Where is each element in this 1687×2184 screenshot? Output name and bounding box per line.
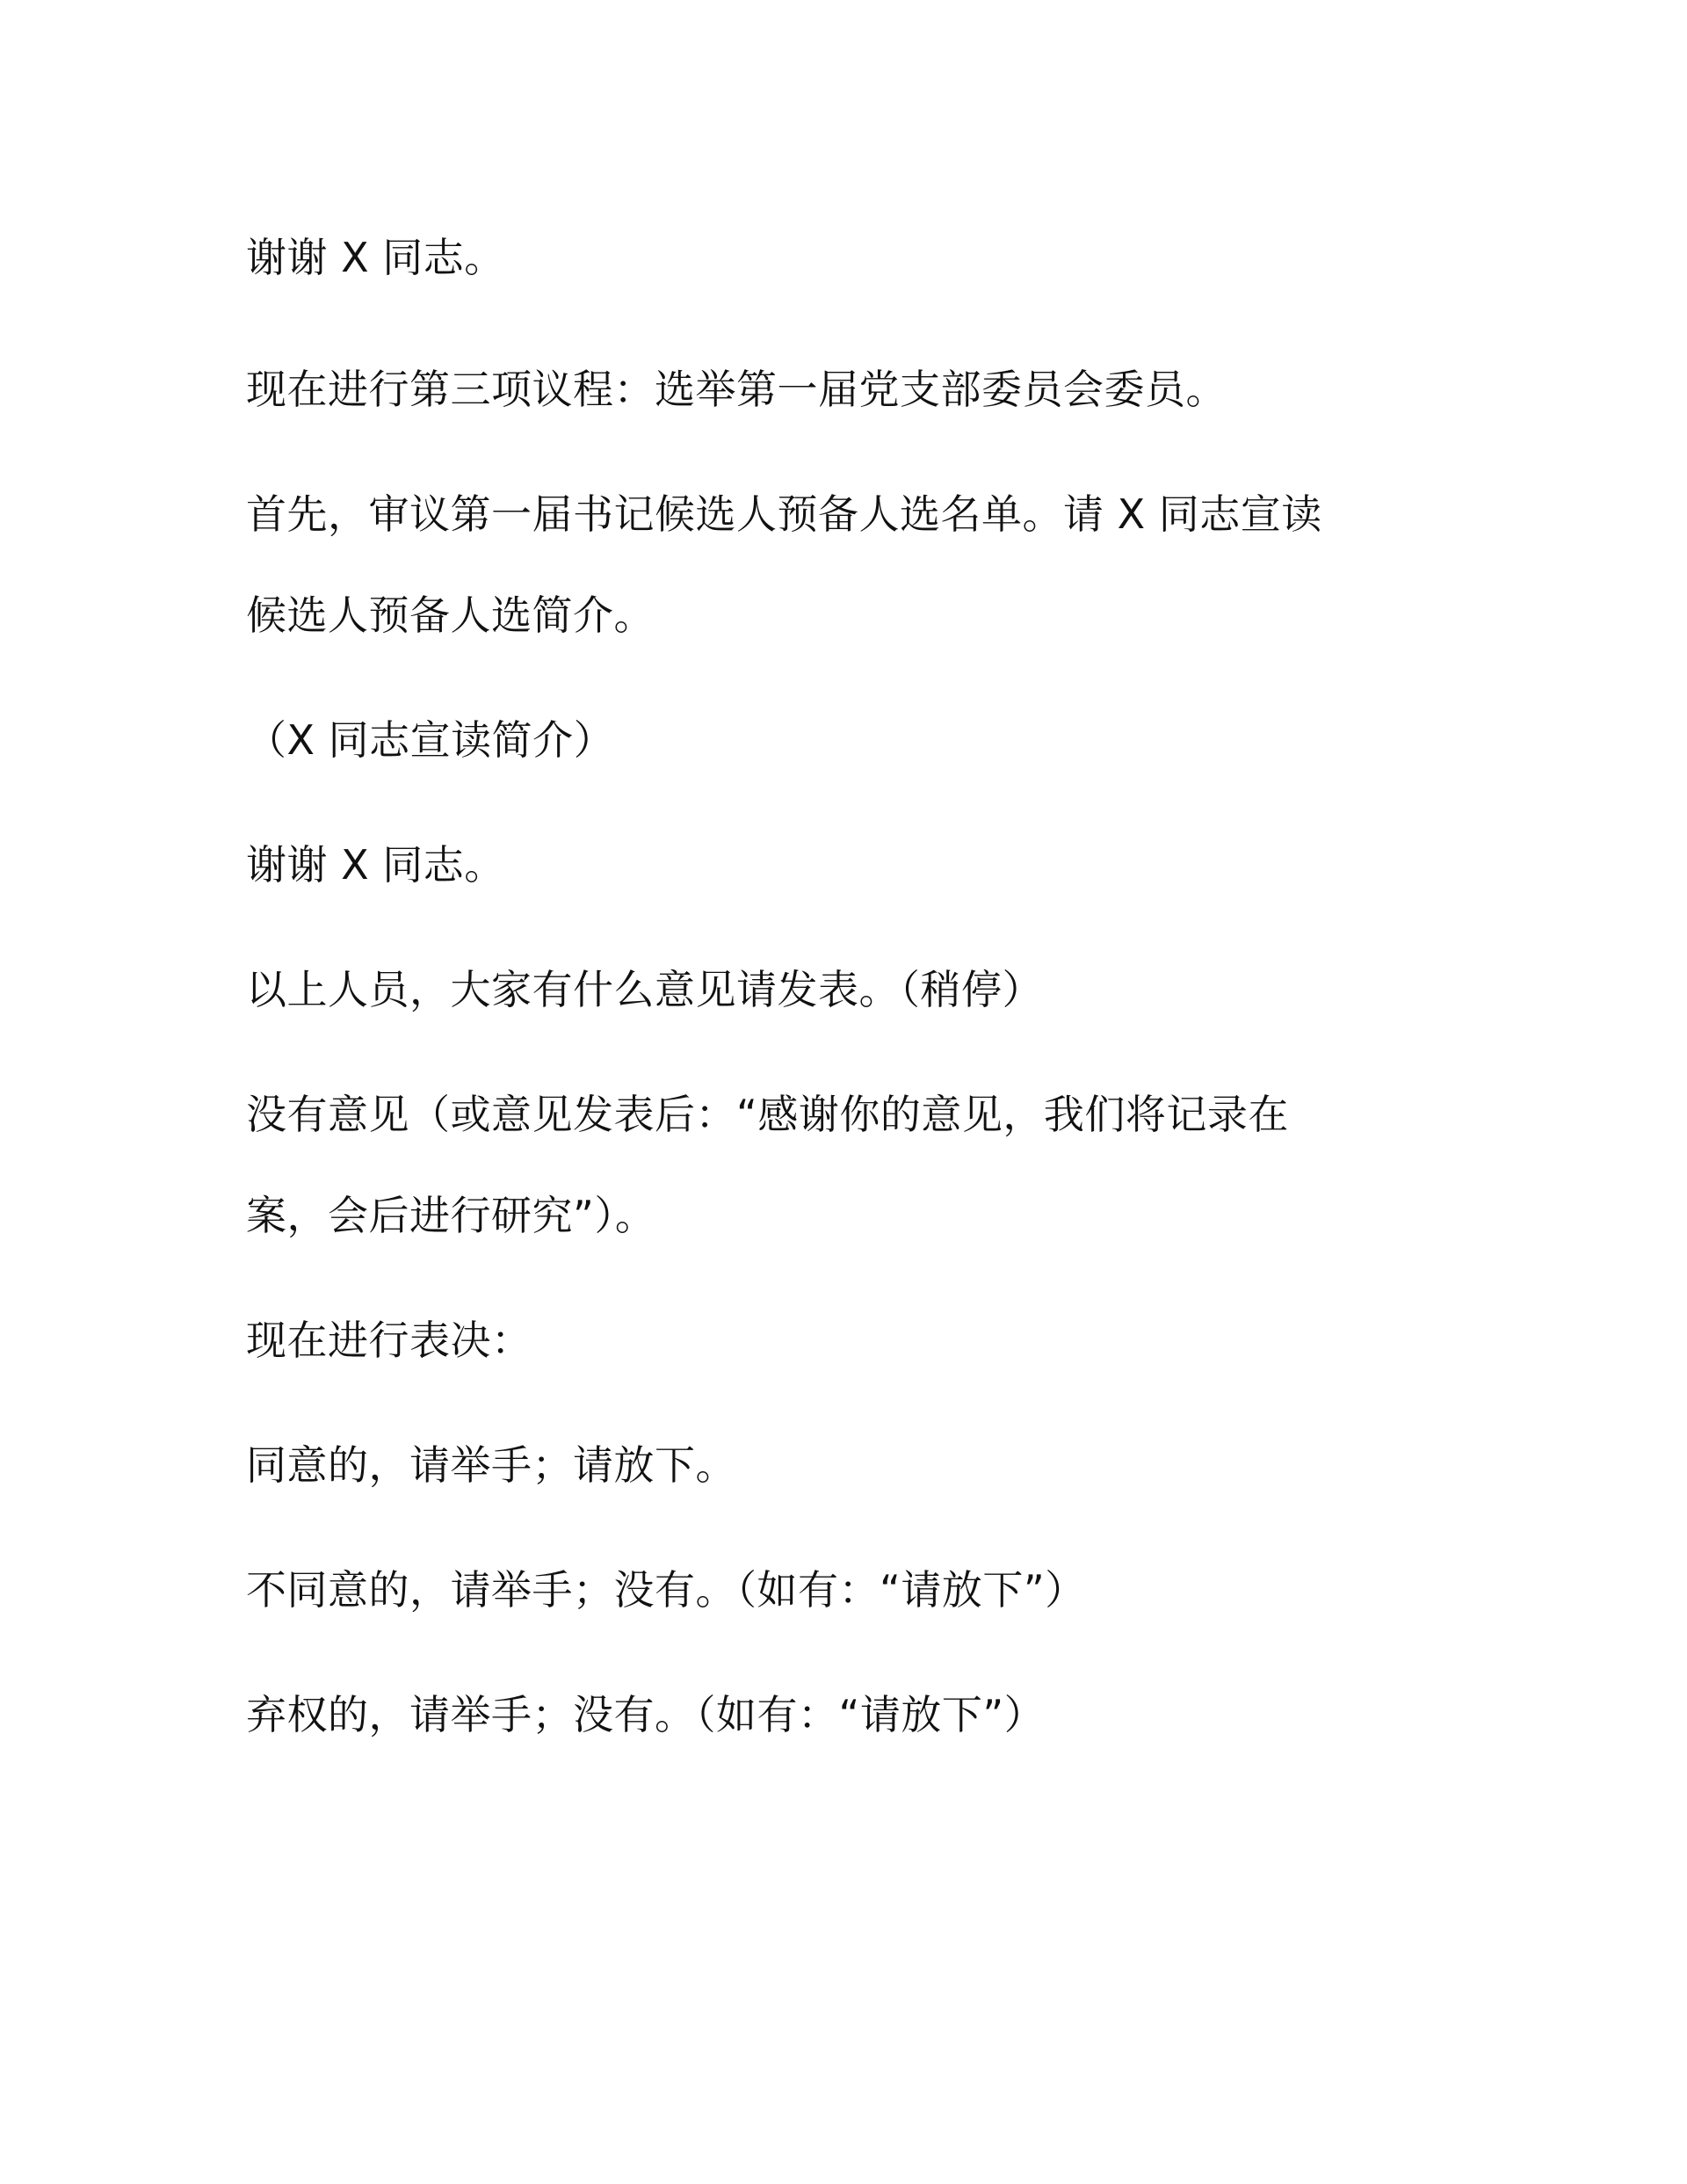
text-line-reading-note: （X 同志宣读简介） (246, 716, 615, 764)
text-line-opinions: 以上人员，大家有什么意见请发表。（稍停） (246, 966, 1043, 1013)
text-line-review-list: 首先，审议第一届书记候选人预备人选名单。请 X 同志宣读 (246, 490, 1322, 538)
text-line-review-list-cont: 候选人预备人选简介。 (246, 591, 655, 639)
text-line-agenda-item-3: 现在进行第三项议程：选举第一届党支部委员会委员。 (246, 366, 1227, 413)
text-line-thanks-2: 谢谢 X 同志。 (246, 841, 505, 889)
text-line-no-opinion: 没有意见（或意见发表后：“感谢你的意见，我们将记录在 (246, 1091, 1289, 1138)
text-line-vote-now: 现在进行表决： (246, 1317, 532, 1364)
text-line-agree: 同意的，请举手；请放下。 (246, 1441, 736, 1489)
text-line-no-opinion-cont: 案，会后进行研究”）。 (246, 1192, 656, 1239)
text-line-thanks-1: 谢谢 X 同志。 (246, 234, 505, 281)
text-line-abstain: 弃权的，请举手；没有。（如有：“请放下”） (246, 1691, 1046, 1738)
text-line-disagree: 不同意的，请举手；没有。（如有：“请放下”） (246, 1566, 1086, 1614)
